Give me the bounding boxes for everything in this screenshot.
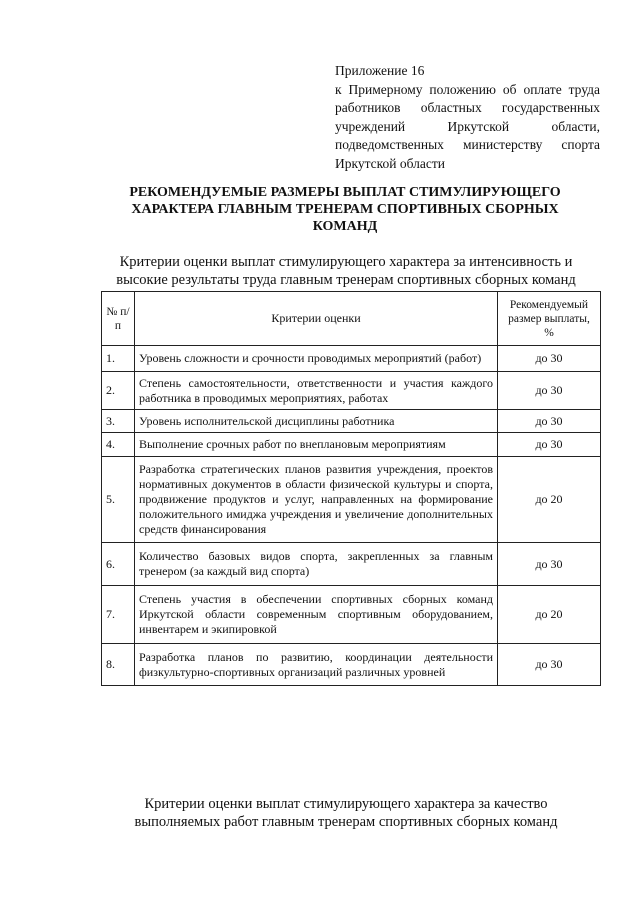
row-payment: до 30 <box>498 433 601 457</box>
row-criteria: Количество базовых видов спорта, закрепленных за главным тренером (за каждый вид спорта) <box>135 543 498 586</box>
heading-line-1: РЕКОМЕНДУЕМЫЕ РАЗМЕРЫ ВЫПЛАТ СТИМУЛИРУЮЩЕГО <box>129 185 561 200</box>
row-number: 7. <box>102 586 135 644</box>
row-number: 8. <box>102 644 135 686</box>
row-payment: до 30 <box>498 644 601 686</box>
row-criteria: Уровень сложности и срочности проводимых мероприятий (работ) <box>135 346 498 372</box>
table-row <box>102 410 601 433</box>
heading-line-3: КОМАНД <box>312 219 378 234</box>
row-criteria: Выполнение срочных работ по внеплановым мероприятиям <box>135 433 498 457</box>
header-payment-size: Рекомендуемый размер выплаты, % <box>498 292 601 346</box>
table-row <box>102 433 601 457</box>
row-number: 3. <box>102 410 135 433</box>
document-heading <box>80 184 610 235</box>
appendix-title: Приложение 16 <box>335 63 425 78</box>
header-criteria: Критерии оценки <box>135 292 498 346</box>
row-criteria: Разработка планов по развитию, координации деятельности физкультурно-спортивных организаций различных уровней <box>135 644 498 686</box>
criteria-table <box>101 291 601 686</box>
row-number: 6. <box>102 543 135 586</box>
appendix-line-3: учреждений Иркутской области, <box>335 118 600 134</box>
table-header-row <box>102 292 601 346</box>
table-row <box>102 372 601 410</box>
row-criteria: Уровень исполнительской дисциплины работника <box>135 410 498 433</box>
table-row <box>102 586 601 644</box>
row-criteria: Степень участия в обеспечении спортивных сборных команд Иркутской области современным спортивным оборудованием, инвентарем и экипировкой <box>135 586 498 644</box>
caption-line-2: высокие результаты труда главным тренерам спортивных сборных команд <box>116 272 576 288</box>
next-section-caption <box>96 795 596 831</box>
footer-line-2: выполняемых работ главным тренерам спортивных сборных команд <box>134 814 558 830</box>
row-payment: до 30 <box>498 410 601 433</box>
appendix-line-2: работников областных государственных <box>335 100 600 115</box>
table-row <box>102 543 601 586</box>
row-number: 1. <box>102 346 135 372</box>
appendix-line-4: подведомственных министерству спорта <box>335 137 600 152</box>
appendix-block <box>335 62 600 173</box>
row-criteria: Степень самостоятельности, ответственности и участия каждого работника в проводимых мероприятиях, работах <box>135 372 498 410</box>
appendix-line-5: Иркутской области <box>335 155 446 171</box>
row-payment: до 30 <box>498 346 601 372</box>
table-row <box>102 457 601 543</box>
footer-line-1: Критерии оценки выплат стимулирующего характера за качество <box>144 796 548 812</box>
row-payment: до 20 <box>498 586 601 644</box>
table-row <box>102 346 601 372</box>
table-row <box>102 644 601 686</box>
row-criteria: Разработка стратегических планов развития учреждения, проектов нормативных документов в области физической культуры и спорта, продвижение продуктов и услуг, направленных на формирование положительного имиджа учреждения и увеличение дополнительных средств финансирования <box>135 457 498 543</box>
row-number: 5. <box>102 457 135 543</box>
row-number: 2. <box>102 372 135 410</box>
row-payment: до 30 <box>498 543 601 586</box>
appendix-line-1: к Примерному положению об оплате труда <box>335 81 600 97</box>
row-payment: до 20 <box>498 457 601 543</box>
table-caption <box>96 253 596 289</box>
heading-line-2: ХАРАКТЕРА ГЛАВНЫМ ТРЕНЕРАМ СПОРТИВНЫХ СБОРНЫХ <box>131 202 559 217</box>
row-number: 4. <box>102 433 135 457</box>
caption-line-1: Критерии оценки выплат стимулирующего характера за интенсивность и <box>119 254 573 270</box>
header-number: № п/п <box>102 292 135 346</box>
row-payment: до 30 <box>498 372 601 410</box>
